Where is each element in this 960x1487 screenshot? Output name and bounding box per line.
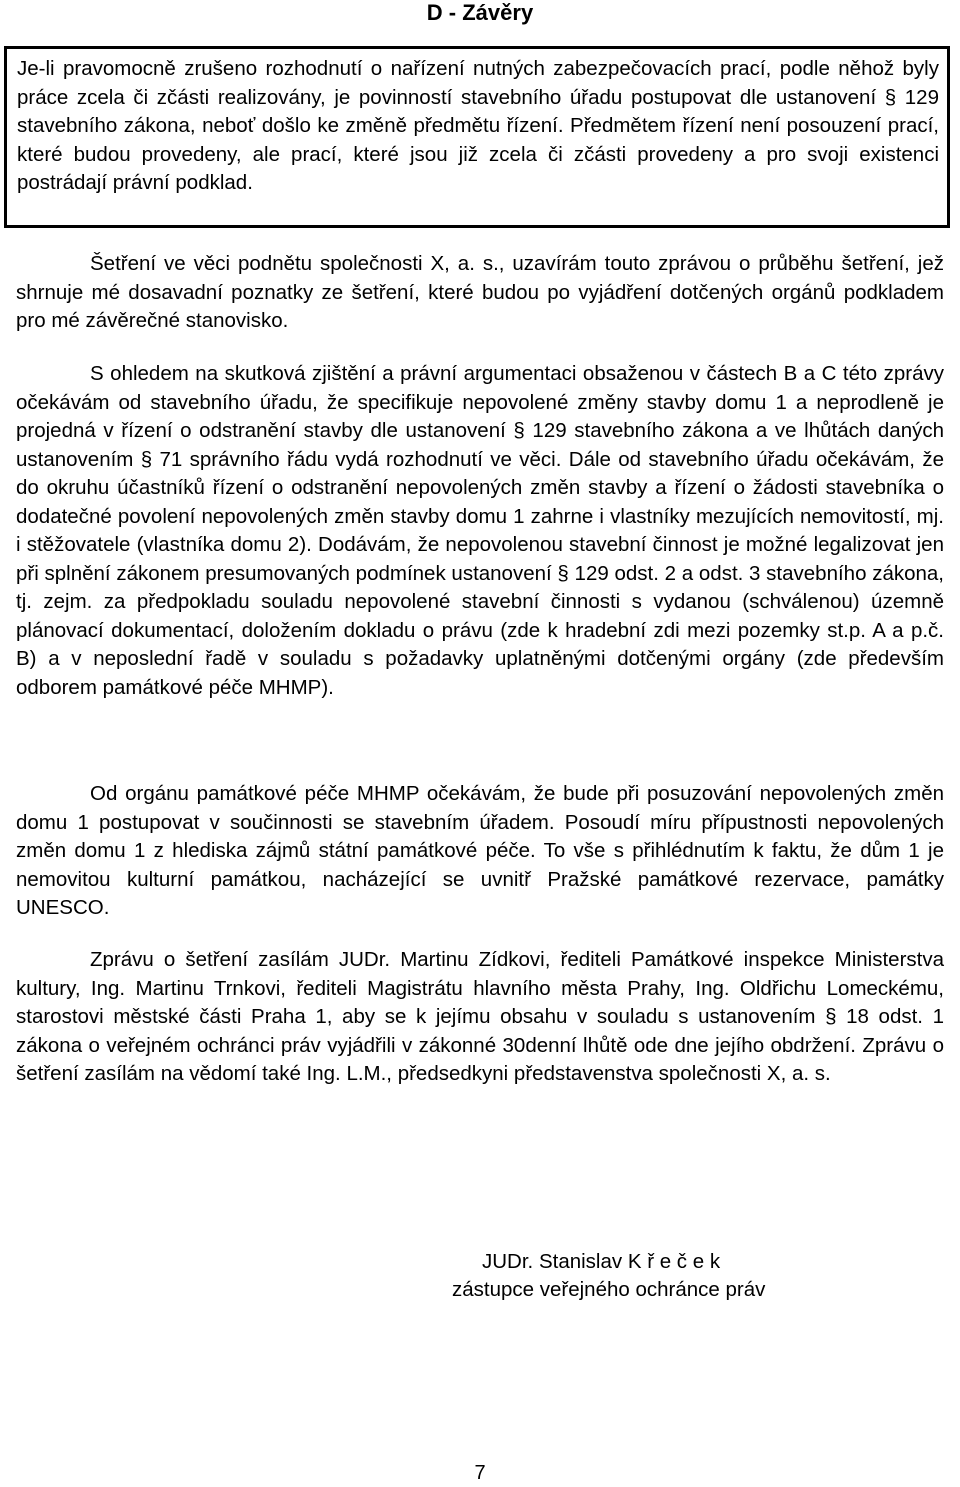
paragraph-distribution xyxy=(16,946,944,1089)
signatory-name: JUDr. Stanislav K ř e č e k xyxy=(482,1250,721,1273)
page-number: 7 xyxy=(474,1462,486,1484)
signatory-title: zástupce veřejného ochránce práv xyxy=(452,1278,766,1301)
signature-block xyxy=(452,1248,852,1304)
boxed-summary xyxy=(4,46,950,228)
paragraph-text: S ohledem na skutková zjištění a právní argumentaci obsaženou v částech B a C této zprávy očekávám od stavebního úřadu, že specifikuje nepovolené změny stavby domu 1 a neprodleně je projedná v řízení o odstranění stavby dle ustanovení § 129 stavebního zákona a ve lhůtách daných ustanovením § 71 správního řádu vydá rozhodnutí ve věci. Dále od stavebního úřadu očekávám, že do okruhu účastníků řízení o odstranění nepovolených změn stavby a řízení o žádosti stavebníka o dodatečné povolení nepovolených změn stavby domu 1 zahrne i vlastníky mezujících nemovitostí, mj. i stěžovatele (vlastníka domu 2). Dodávám, že nepovolenou stavební činnost je možné legalizovat jen při splnění zákonem presumovaných podmínek ustanovení § 129 odst. 2 a odst. 3 stavebního zákona, tj. zejm. za předpokladu souladu nepovolené stavební činnosti s vydanou (schválenou) územně plánovací dokumentací, doložením dokladu o právu (zde k hradební zdi mezi pozemky st.p. A a p.č. B) a v neposlední řadě v souladu s požadavky uplatněnými dotčenými orgány (zde především odborem památkové péče MHMP). xyxy=(16,362,944,699)
paragraph-text: Od orgánu památkové péče MHMP očekávám, že bude při posuzování nepovolených změn domu 1 postupovat v součinnosti se stavebním úřadem. Posoudí míru přípustnosti nepovolených změn domu 1 z hlediska zájmů státní památkové péče. To vše s přihlédnutím k faktu, že dům 1 je nemovitou kulturní památkou, nacházející se uvnitř Pražské památkové rezervace, památky UNESCO. xyxy=(16,782,944,919)
paragraph-text: Zprávu o šetření zasílám JUDr. Martinu Zídkovi, řediteli Památkové inspekce Ministerstva kultury, Ing. Martinu Trnkovi, řediteli Magistrátu hlavního města Prahy, Ing. Oldřichu Lomeckému, starostovi městské části Praha 1, aby se k jejímu obsahu v souladu s ustanovením § 18 odst. 1 zákona o veřejném ochránci práv vyjádřili v zákonné 30denní lhůtě ode dne jejího obdržení. Zprávu o šetření zasílám na vědomí také Ing. L.M., předsedkyni představenstva společnosti X, a. s. xyxy=(16,948,944,1085)
section-heading: D - Závěry xyxy=(426,0,534,25)
paragraph-expectations-building-office xyxy=(16,360,944,702)
paragraph-conclusion xyxy=(16,250,944,336)
paragraph-expectations-heritage-office xyxy=(16,780,944,923)
boxed-paragraph: Je-li pravomocně zrušeno rozhodnutí o nařízení nutných zabezpečovacích prací, podle něhož byly práce zcela či zčásti realizovány, je povinností stavebního úřadu postupovat dle ustanovení § 129 stavebního zákona, neboť došlo ke změně předmětu řízení. Předmětem řízení není posouzení prací, které budou provedeny, ale prací, které jsou již zcela či zčásti provedeny a pro svoji existenci postrádají právní podklad. xyxy=(17,57,939,194)
paragraph-text: Šetření ve věci podnětu společnosti X, a. s., uzavírám touto zprávou o průběhu šetření, jež shrnuje mé dosavadní poznatky ze šetření, které budou po vyjádření dotčených orgánů podkladem pro mé závěrečné stanovisko. xyxy=(16,252,944,332)
